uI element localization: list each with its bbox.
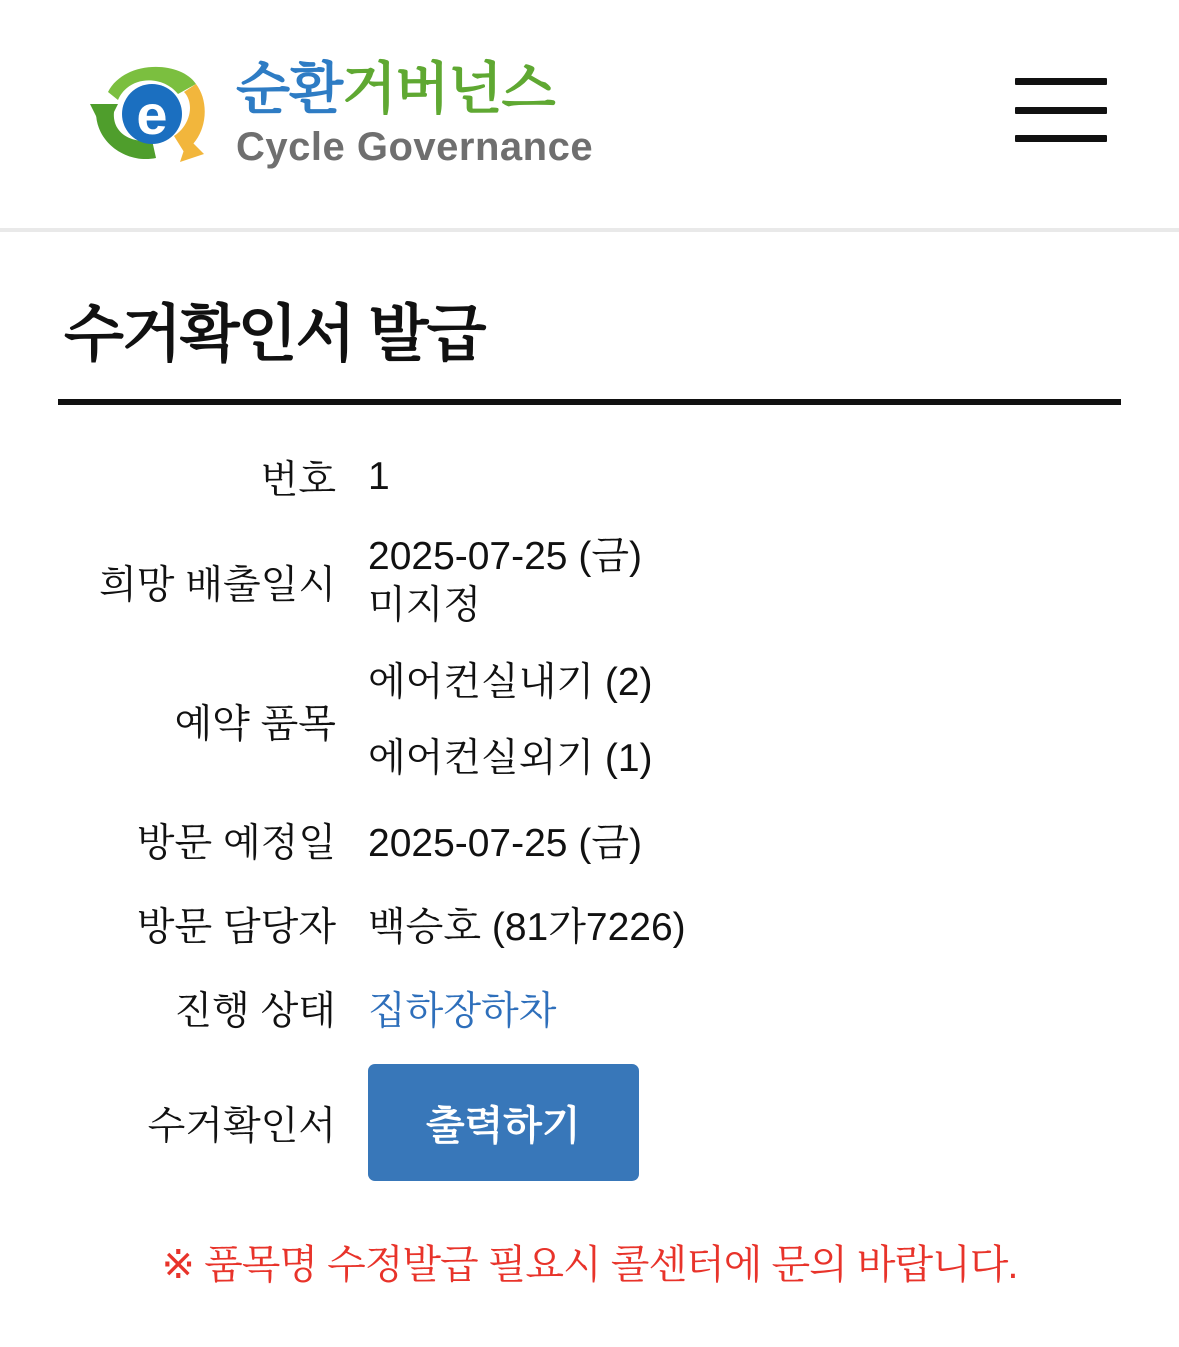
value-visit-staff: 백승호 (81가7226) — [368, 906, 686, 949]
site-header — [0, 0, 1179, 232]
value-desired-date — [368, 519, 1121, 645]
label-visit-date: 방문 예정일 — [136, 822, 336, 865]
value-desired-date-line2: 미지정 — [368, 583, 482, 627]
table-row-items — [58, 645, 1121, 799]
value-number: 1 — [368, 455, 390, 498]
label-number: 번호 — [260, 459, 336, 502]
svg-text:e: e — [136, 83, 168, 146]
value-visit-date: 2025-07-25 (금) — [368, 822, 642, 865]
page-title: 수거확인서 발급 — [64, 300, 485, 369]
status-badge[interactable]: 집하장하차 — [368, 990, 557, 1033]
value-items — [368, 645, 1121, 799]
label-visit-staff: 방문 담당자 — [136, 906, 336, 949]
table-row-desired-date — [58, 519, 1121, 645]
label-certificate: 수거확인서 — [147, 1104, 336, 1148]
logo-english-text: Cycle Governance — [236, 125, 594, 169]
table-row-visit-staff — [58, 882, 1121, 966]
label-status: 진행 상태 — [174, 990, 336, 1033]
hamburger-bar-2 — [1015, 107, 1107, 114]
table-row-certificate — [58, 1050, 1121, 1195]
logo-korean-text — [236, 57, 593, 120]
table-row-visit-date — [58, 798, 1121, 882]
hamburger-bar-1 — [1015, 78, 1107, 85]
logo-korean-part1: 순환 — [236, 57, 343, 120]
site-logo[interactable] — [84, 58, 593, 170]
print-button[interactable]: 출력하기 — [368, 1064, 639, 1181]
logo-wordmark — [236, 57, 594, 169]
value-item-1: 에어컨실내기 (2) — [368, 660, 653, 704]
logo-korean-part2: 거버넌스 — [342, 57, 555, 120]
hamburger-bar-3 — [1015, 135, 1107, 142]
cycle-governance-logo-icon — [84, 58, 220, 170]
notice-text: ※ 품목명 수정발급 필요시 콜센터에 문의 바랍니다. — [161, 1243, 1018, 1287]
collection-detail-table — [58, 435, 1121, 1195]
label-desired-date: 희망 배출일시 — [99, 563, 336, 607]
table-row-number — [58, 435, 1121, 519]
value-desired-date-line1: 2025-07-25 (금) — [368, 535, 642, 578]
value-item-2: 에어컨실외기 (1) — [368, 737, 653, 781]
label-items: 예약 품목 — [174, 703, 336, 747]
title-divider — [58, 399, 1121, 405]
table-row-status — [58, 966, 1121, 1050]
main-content — [0, 284, 1179, 1290]
hamburger-menu-icon[interactable] — [1015, 78, 1107, 142]
